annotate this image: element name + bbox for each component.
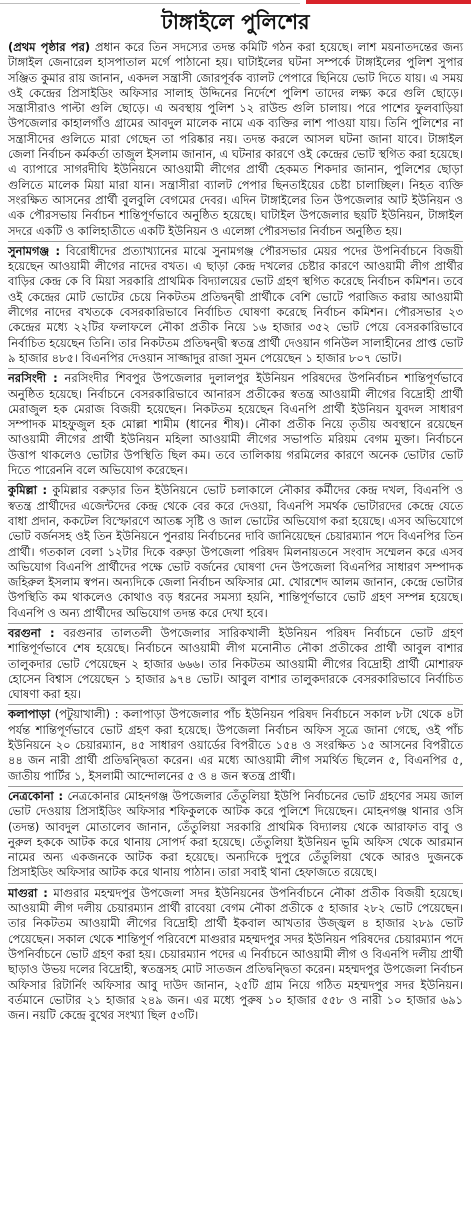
article-body <box>8 40 463 1025</box>
section-divider <box>8 786 463 787</box>
section-netrokona <box>8 789 463 881</box>
section-sunamganj <box>8 244 463 366</box>
section-lead: কুমিল্লা : <box>8 483 48 498</box>
section-divider <box>8 883 463 884</box>
section-cumilla <box>8 483 463 621</box>
section-narsingdi <box>8 371 463 478</box>
section-lead: মাগুরা : <box>8 885 48 900</box>
section-divider <box>8 704 463 705</box>
section-text: কুমিল্লার বরুড়ার তিন ইউনিয়নে ভোট চলাকালে নৌকার কর্মীদের কেন্দ্র দখল, বিএনপি ও স্বতন্ত্র প্রার্থীদের এজেন্টদের কেন্দ্র থেকে বের করে দেওয়া, বিএনপি সমর্থক ভোটারদের কেন্দ্রে যেতে বাধা প্রদান, ককটেল বিস্ফোরণে আতঙ্ক সৃষ্টি ও জাল ভোটের অভিযোগ করা হয়েছে। এসব অভিযোগে ভোট বর্জনসহ ওই তিন ইউনিয়নে পুনরায় নির্বাচনের দাবি জানিয়েছেন চেয়ারম্যান পদে বিএনপির তিন প্রার্থী। গতকাল বেলা ১২টার দিকে বরুড়া উপজেলা পরিষদ মিলনায়তনে সংবাদ সম্মেলন করে এসব অভিযোগ বিএনপি প্রার্থীদের পক্ষে ভোট বর্জনের ঘোষণা দেন উপজেলা বিএনপির সাধারণ সম্পাদক জহিরুল ইসলাম স্বপন। অন্যদিকে জেলা নির্বাচন অফিসার মো. খোরশেদ আলম জানান, কেন্দ্রে ভোটার উপস্থিতি কম থাকলেও কোথাও বড় ধরনের সমস্যা হয়নি, শান্তিপূর্ণভাবে ভোট গ্রহণ সম্পন্ন হয়েছে। বিএনপি ও অন্য প্রার্থীদের অভিযোগ তদন্ত করে দেখা হবে। <box>8 483 463 620</box>
section-text: নরসিংদীর শিবপুর উপজেলার দুলালপুর ইউনিয়ন পরিষদের উপনির্বাচন শান্তিপূর্ণভাবে অনুষ্ঠিত হয়েছে। নির্বাচনে বেসরকারিভাবে আনারস প্রতীকের স্বতন্ত্র আওয়ামী লীগের বিদ্রোহী প্রার্থী মেরাজুল হক মেরাজ বিজয়ী হয়েছেন। নিকটতম হয়েছেন বিএনপি প্রার্থী ইউনিয়ন যুবদল সাধারণ সম্পাদক মাহফুজুল হক মোল্লা শামীম (ধানের শীষ)। নৌকা প্রতীক নিয়ে তৃতীয় অবস্থানে রয়েছেন আওয়ামী লীগের প্রার্থী ইউনিয়ন মহিলা আওয়ামী লীগের সভাপতি মরিয়ম বেগম মুক্তা। নির্বাচনে উত্তাপ থাকলেও ভোটার উপস্থিতি ছিল কম। তবে তালিকায় গরমিলের কারণে অনেক ভোটার ভোট দিতে পারেননি বলে অভিযোগ করেছেন। <box>8 371 463 478</box>
section-magura <box>8 886 463 1024</box>
section-kalapara <box>8 707 463 783</box>
section-intro <box>8 40 463 239</box>
section-lead: (প্রথম পৃষ্ঠার পর) <box>8 40 91 54</box>
section-text: প্রধান করে তিন সদস্যের তদন্ত কমিটি গঠন করা হয়েছে। লাশ ময়নাতদন্তের জন্য টাঙ্গাইল জেনারেল হাসপাতাল মর্গে পাঠানো হয়। ঘাটাইলের ঘটনা সম্পর্কে টাঙ্গাইলের পুলিশ সুপার সঞ্জিত কুমার রায় জানান, একদল সন্ত্রাসী জোরপূর্বক ব্যালট পেপারে ছিনিয়ে ভোট দিতে যায়। এ সময় ওই কেন্দ্রের প্রিসাইডিং অফিসার সালাহ উদ্দিনের নির্দেশে পুলিশ তাদের লক্ষ্য করে গুলি ছোড়ে। সন্ত্রাসীরাও পাল্টা গুলি ছোড়ে। এ অবস্থায় পুলিশ ১২ রাউন্ড গুলি চালায়। পরে পাশের ফুলবাড়িয়া উপজেলার কাহালগাঁও গ্রামের আবদুল মালেক নামে এক ব্যক্তির লাশ পাওয়া যায়। তিনি পুলিশের না সন্ত্রাসীদের গুলিতে মারা গেছেন তা পরিষ্কার নয়। তদন্ত করলে আসল ঘটনা জানা যাবে। টাঙ্গাইল জেলা নির্বাচন কর্মকর্তা তাজুল ইসলাম জানান, এ ঘটনার কারণে ওই কেন্দ্রের ভোট স্থগিত করা হয়েছে। এ ব্যাপারে সাগরদীঘি ইউনিয়নে আওয়ামী লীগের প্রার্থী হেকমত শিকদার জানান, পুলিশের ছোড়া গুলিতে মালেক মিয়া মারা যান। সন্ত্রাসীরা ব্যালট পেপার ছিনতাইয়ের চেষ্টা চালাচ্ছিল। নিহত ব্যক্তি সংরক্ষিত আসনের প্রার্থী বুলবুলি বেগমের দেবর। এদিন টাঙ্গাইলের তিন উপজেলার আট ইউনিয়ন ও এক পৌরসভায় নির্বাচন শান্তিপূর্ণভাবে অনুষ্ঠিত হয়েছে। ঘাটাইল উপজেলার ছয়টি ইউনিয়ন, টাঙ্গাইল সদরে একটি ও কালিহাতীতে একটি ইউনিয়ন ও এলেঙ্গা পৌরসভার নির্বাচন অনুষ্ঠিত হয়। <box>8 40 463 238</box>
section-divider <box>8 368 463 369</box>
top-rule <box>0 0 471 6</box>
headline: টাঙ্গাইলে পুলিশের <box>161 10 310 34</box>
section-divider <box>8 623 463 624</box>
section-lead: নরসিংদী : <box>8 371 58 386</box>
red-accent-bar <box>306 0 471 4</box>
section-text: বরগুনার তালতলী উপজেলার সারিকখালী ইউনিয়ন পরিষদ নির্বাচনে ভোট গ্রহণ শান্তিপূর্ণভাবে শেষ হয়েছে। নির্বাচনে আওয়ামী লীগ মনোনীত নৌকা প্রতীকের প্রার্থী আবুল বাশার তালুকদার ভোট পেয়েছেন ২ হাজার ৬৬৬। তার নিকটতম আওয়ামী লীগের বিদ্রোহী প্রার্থী মোশারফ হোসেন বিশ্বাস পেয়েছেন ১ হাজার ৯৭৪ ভোট। আবুল বাশার তালুকদারকে বেসরকারিভাবে নির্বাচিত ঘোষণা করা হয়। <box>8 625 463 702</box>
section-text: (পটুয়াখালী) : কলাপাড়া উপজেলার পাঁচ ইউনিয়ন পরিষদ নির্বাচনে সকাল ৮টা থেকে ৪টা পর্যন্ত শান্তিপূর্ণভাবে ভোট গ্রহণ করা হয়েছে। উপজেলা নির্বাচন অফিস সূত্রে জানা গেছে, ওই পাঁচ ইউনিয়নে ২০ চেয়ারম্যান, ৪৫ সাধারণ ওয়ার্ডের বিপরীতে ১৫৪ ও সংরক্ষিত ১৫ আসনের বিপরীতে ৪৪ জন নারী প্রার্থী প্রতিদ্বন্দ্বিতা করেন। এর মধ্যে আওয়ামী লীগ সমর্থিত ছিলেন ৫, বিএনপির ৫, জাতীয় পার্টির ১, ইসলামী আন্দোলনের ৫ ও ৪ জন স্বতন্ত্র প্রার্থী। <box>8 707 463 783</box>
section-barguna <box>8 626 463 702</box>
section-divider <box>8 480 463 481</box>
section-lead: সুনামগঞ্জ : <box>8 243 61 258</box>
section-text: নেত্রকোনার মোহনগঞ্জ উপজেলার তেঁতুলিয়া ইউপি নির্বাচনের ভোট গ্রহণের সময় জাল ভোট দেওয়ায় প্রিসাইডিং অফিসার শফিকুলকে আটক করে পুলিশে দিয়েছেন। মোহনগঞ্জ থানার ওসি (তদন্ত) আবদুল মোতালেব জানান, তেঁতুলিয়া সরকারি প্রাথমিক বিদ্যালয় থেকে আরাফাত বাবু ও নুরুল হককে আটক করে থানায় সোপর্দ করা হয়েছে। তেঁতুলিয়া ইউনিয়ন ভূমি অফিস থেকে আরমান নামের অন্য একজনকে আটক করা হয়েছে। অন্যদিকে দুপুরে তেঁতুলিয়া থেকে আরও দুজনকে প্রিসাইডিং অফিসার আটক করে থানায় পাঠান। তারা সবাই থানা হেফাজতে রয়েছে। <box>8 788 464 880</box>
section-lead: কলাপাড়া <box>8 707 51 722</box>
grey-rule <box>0 3 300 4</box>
section-lead: বরগুনা : <box>8 625 55 640</box>
section-divider <box>8 241 463 242</box>
section-text: বিরোধীদের প্রত্যাখ্যানের মাঝে সুনামগঞ্জ পৌরসভার মেয়র পদের উপনির্বাচনে বিজয়ী হয়েছেন আওয়ামী লীগের নাদের বখত। এ ছাড়া কেন্দ্র দখলের চেষ্টার কারণে আওয়ামী লীগ প্রার্থীর বাড়ির কেন্দ্র কে বি মিয়া সরকারি প্রাথমিক বিদ্যালয়ের ভোট গ্রহণ স্থগিত করেছে নির্বাচন কমিশন। তবে ওই কেন্দ্রের মোট ভোটের চেয়ে নিকটতম প্রতিদ্বন্দ্বী প্রার্থীকে বেশি ভোটে পরাজিত করায় আওয়ামী লীগের নাদের বখতকে বেসরকারিভাবে নির্বাচিত ঘোষণা করেছে নির্বাচন কমিশন। পৌরসভার ২৩ কেন্দ্রের মধ্যে ২২টির ফলাফলে নৌকা প্রতীক নিয়ে ১৬ হাজার ৩৫২ ভোট পেয়ে বেসরকারিভাবে নির্বাচিত হয়েছেন তিনি। তার নিকটতম প্রতিদ্বন্দ্বী স্বতন্ত্র প্রার্থী দেওয়ান গনিউল সালাহীনের প্রাপ্ত ভোট ৯ হাজার ৪৮৫। বিএনপির দেওয়ান সাজ্জাদুর রাজা সুমন পেয়েছেন ১ হাজার ৮০৭ ভোট। <box>8 243 464 365</box>
section-text: মাগুরার মহম্মদপুর উপজেলা সদর ইউনিয়নের উপনির্বাচনে নৌকা প্রতীক বিজয়ী হয়েছে। আওয়ামী লীগ দলীয় চেয়ারম্যান প্রার্থী রাবেয়া বেগম নৌকা প্রতীকে ৫ হাজার ২৮২ ভোট পেয়েছেন। তার নিকটতম আওয়ামী লীগের বিদ্রোহী প্রার্থী ইকবাল আখতার উজ্জ্বল ৪ হাজার ২৮৯ ভোট পেয়েছেন। সকাল থেকে শান্তিপূর্ণ পরিবেশে মাগুরার মহম্মদপুর সদর ইউনিয়ন পরিষদের চেয়ারম্যান পদে উপনির্বাচনে ভোট গ্রহণ করা হয়। চেয়ারম্যান পদের এ নির্বাচনে আওয়ামী লীগ ও বিএনপি দলীয় প্রার্থী ছাড়াও উভয় দলের বিদ্রোহী, স্বতন্ত্রসহ মোট সাতজন প্রতিদ্বন্দ্বিতা করেন। মহম্মদপুর উপজেলা নির্বাচন অফিসার রিটার্নিং অফিসার আবু দাউদ জানান, ২৫টি গ্রাম নিয়ে গঠিত মহম্মদপুর সদর ইউনিয়ন। বর্তমানে ভোটার ২১ হাজার ২৪৯ জন। এর মধ্যে পুরুষ ১০ হাজার ৫৫৮ ও নারী ১০ হাজার ৬৯১ জন। নয়টি কেন্দ্রে বুথের সংখ্যা ছিল ৫৩টি। <box>8 885 463 1023</box>
section-lead: নেত্রকোনা : <box>8 788 64 803</box>
